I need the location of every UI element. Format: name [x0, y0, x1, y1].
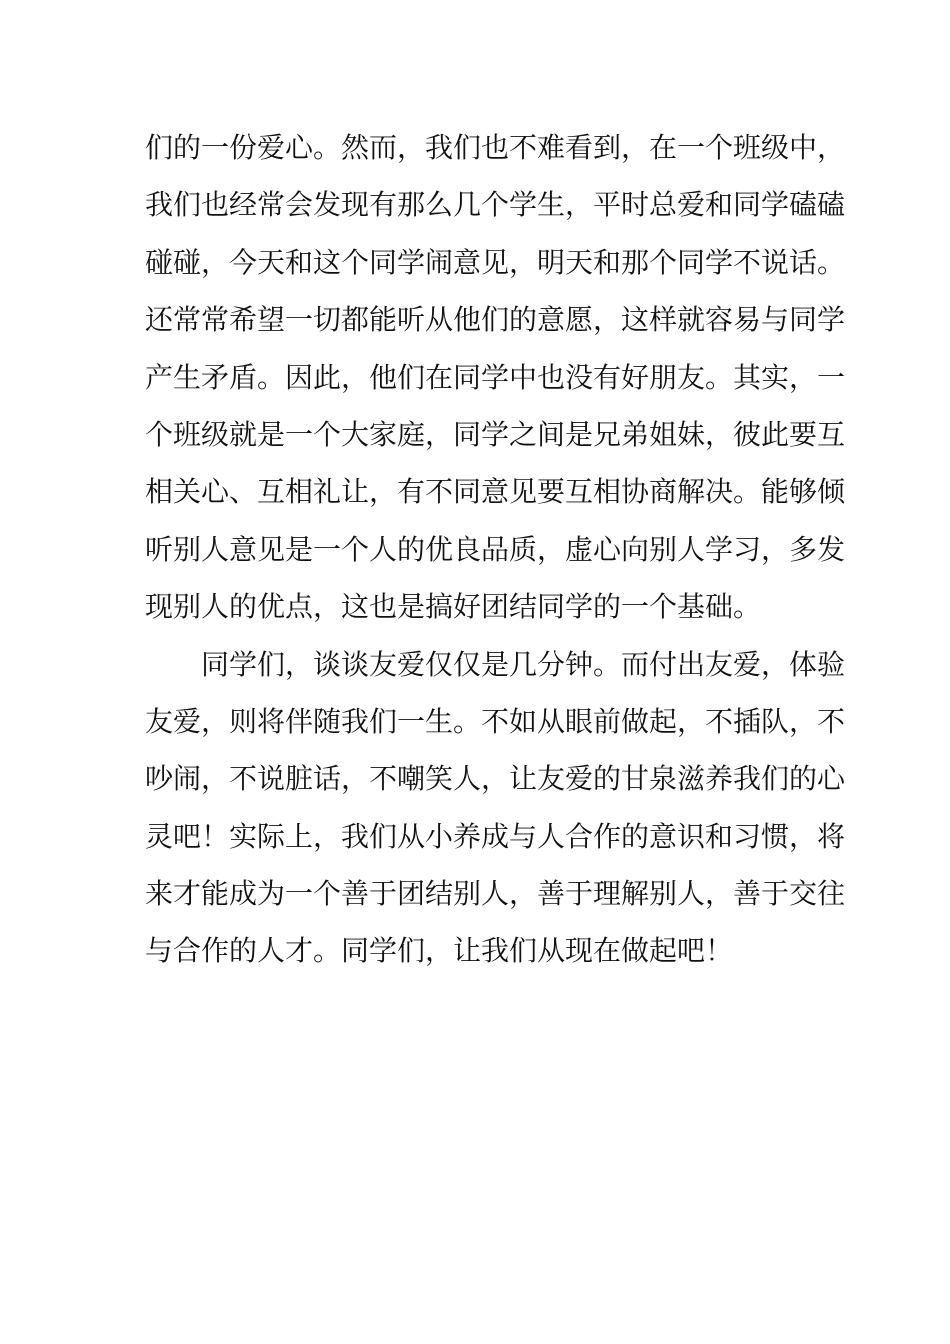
paragraph-start-line: 同学们，谈谈友爱仅仅是几分钟。而付出友爱，体验 [201, 647, 846, 681]
text-line: 碰碰，今天和这个同学闹意见，明天和那个同学不说话。 [145, 245, 846, 279]
text-line: 们的一份爱心。然而，我们也不难看到，在一个班级中， [145, 131, 846, 164]
text-line: 还常常希望一切都能听从他们的意愿，这样就容易与同学 [145, 303, 846, 337]
text-line: 与合作的人才。同学们，让我们从现在做起吧！ [145, 934, 734, 968]
text-line: 现别人的优点，这也是搞好团结同学的一个基础。 [145, 590, 762, 624]
body-text [145, 119, 846, 980]
text-line: 我们也经常会发现有那么几个学生，平时总爱和同学磕磕 [145, 188, 846, 222]
text-line: 听别人意见是一个人的优良品质，虚心向别人学习，多发 [145, 532, 846, 566]
text-line: 产生矛盾。因此，他们在同学中也没有好朋友。其实，一 [145, 360, 846, 394]
text-line: 灵吧！实际上，我们从小养成与人合作的意识和习惯，将 [145, 819, 846, 853]
text-line: 来才能成为一个善于团结别人，善于理解别人，善于交往 [145, 877, 846, 911]
text-line: 个班级就是一个大家庭，同学之间是兄弟姐妹，彼此要互 [145, 417, 846, 451]
text-line: 相关心、互相礼让，有不同意见要互相协商解决。能够倾 [145, 475, 846, 509]
text-line: 友爱，则将伴随我们一生。不如从眼前做起，不插队，不 [145, 704, 846, 738]
text-line: 吵闹，不说脏话，不嘲笑人，让友爱的甘泉滋养我们的心 [145, 762, 846, 796]
